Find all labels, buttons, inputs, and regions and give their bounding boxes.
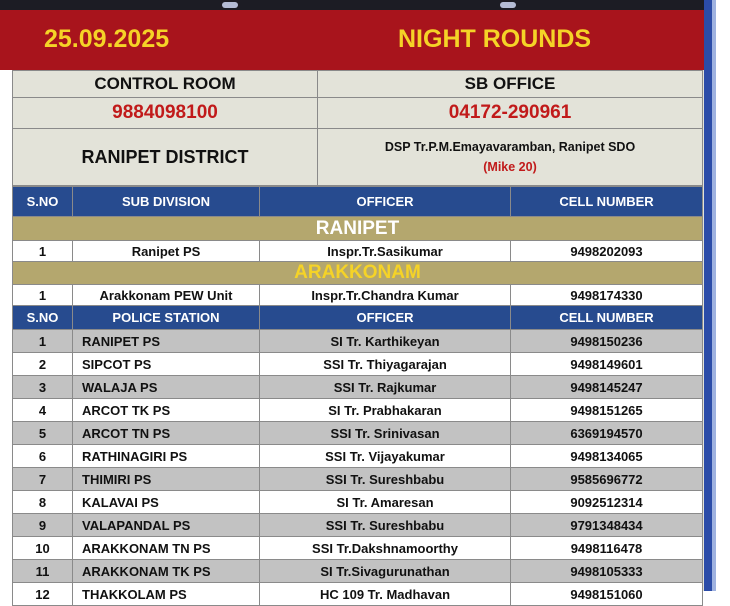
district-name: RANIPET DISTRICT <box>13 129 318 186</box>
row-officer: Inspr.Tr.Chandra Kumar <box>260 285 511 306</box>
row-officer: SSI Tr.Dakshnamoorthy <box>260 537 511 560</box>
right-border <box>704 0 712 591</box>
banner-title: NIGHT ROUNDS <box>398 25 592 53</box>
table-row <box>13 560 703 583</box>
dsp-cell <box>318 129 703 186</box>
row-officer: Inspr.Tr.Sasikumar <box>260 241 511 262</box>
row-cell: 6369194570 <box>511 422 703 445</box>
row-cell: 9585696772 <box>511 468 703 491</box>
table-row <box>13 330 703 353</box>
row-cell: 9498202093 <box>511 241 703 262</box>
duty-date: 25.09.2025 <box>44 25 170 53</box>
row-sno: 1 <box>13 285 73 306</box>
top-photo-strip <box>0 0 704 10</box>
row-cell: 9498116478 <box>511 537 703 560</box>
table-row <box>13 583 703 606</box>
row-officer: SSI Tr. Srinivasan <box>260 422 511 445</box>
row-station: RANIPET PS <box>73 330 260 353</box>
section-title: RANIPET <box>13 217 703 241</box>
col-sno: S.NO <box>13 306 73 330</box>
col-police-station: POLICE STATION <box>73 306 260 330</box>
table-row <box>13 537 703 560</box>
row-station: ARCOT TK PS <box>73 399 260 422</box>
row-station: THIMIRI PS <box>73 468 260 491</box>
col-officer: OFFICER <box>260 187 511 217</box>
row-officer: SSI Tr. Sureshbabu <box>260 468 511 491</box>
row-cell: 9498151265 <box>511 399 703 422</box>
section-title: ARAKKONAM <box>13 262 703 285</box>
header-row-stations <box>13 306 703 330</box>
col-cell-number: CELL NUMBER <box>511 187 703 217</box>
row-sno: 9 <box>13 514 73 537</box>
table-row <box>13 514 703 537</box>
row-sno: 1 <box>13 241 73 262</box>
header-row <box>13 187 703 217</box>
right-border-light <box>712 0 716 591</box>
duty-table <box>12 186 703 606</box>
col-sub-division: SUB DIVISION <box>73 187 260 217</box>
row-officer: SI Tr. Prabhakaran <box>260 399 511 422</box>
row-station: THAKKOLAM PS <box>73 583 260 606</box>
row-station: RATHINAGIRI PS <box>73 445 260 468</box>
col-cell-number: CELL NUMBER <box>511 306 703 330</box>
row-sno: 4 <box>13 399 73 422</box>
control-room-phone: 9884098100 <box>13 98 318 129</box>
row-sno: 11 <box>13 560 73 583</box>
row-officer: SI Tr. Amaresan <box>260 491 511 514</box>
row-cell: 9498134065 <box>511 445 703 468</box>
row-sno: 8 <box>13 491 73 514</box>
row-cell: 9498105333 <box>511 560 703 583</box>
row-officer: SI Tr.Sivagurunathan <box>260 560 511 583</box>
row-officer: HC 109 Tr. Madhavan <box>260 583 511 606</box>
col-sno: S.NO <box>13 187 73 217</box>
row-cell: 9498150236 <box>511 330 703 353</box>
row-station: ARAKKONAM TN PS <box>73 537 260 560</box>
row-station: VALAPANDAL PS <box>73 514 260 537</box>
row-sno: 2 <box>13 353 73 376</box>
row-station: KALAVAI PS <box>73 491 260 514</box>
row-station: WALAJA PS <box>73 376 260 399</box>
section-row-arakkonam <box>13 262 703 285</box>
row-sno: 12 <box>13 583 73 606</box>
row-cell: 9498149601 <box>511 353 703 376</box>
row-officer: SSI Tr. Vijayakumar <box>260 445 511 468</box>
headlight-icon <box>222 2 238 8</box>
row-sno: 7 <box>13 468 73 491</box>
table-row <box>13 491 703 514</box>
row-officer: SSI Tr. Thiyagarajan <box>260 353 511 376</box>
table-row <box>13 376 703 399</box>
section-row-ranipet <box>13 217 703 241</box>
table-row <box>13 285 703 306</box>
row-sno: 6 <box>13 445 73 468</box>
row-cell: 9498174330 <box>511 285 703 306</box>
row-station: ARCOT TN PS <box>73 422 260 445</box>
row-officer: SI Tr. Karthikeyan <box>260 330 511 353</box>
table-row <box>13 445 703 468</box>
table-row <box>13 422 703 445</box>
sb-office-phone: 04172-290961 <box>318 98 703 129</box>
row-officer: SSI Tr. Sureshbabu <box>260 514 511 537</box>
headlight-icon <box>500 2 516 8</box>
table-row <box>13 241 703 262</box>
title-banner <box>0 10 704 70</box>
row-unit: Ranipet PS <box>73 241 260 262</box>
dsp-call-sign: (Mike 20) <box>483 160 537 174</box>
row-cell: 9791348434 <box>511 514 703 537</box>
row-sno: 5 <box>13 422 73 445</box>
row-cell: 9498151060 <box>511 583 703 606</box>
station-rows <box>13 330 703 606</box>
table-row <box>13 468 703 491</box>
table-row <box>13 353 703 376</box>
row-sno: 1 <box>13 330 73 353</box>
row-cell: 9092512314 <box>511 491 703 514</box>
contact-info-table <box>12 70 703 186</box>
table-row <box>13 399 703 422</box>
sb-office-label: SB OFFICE <box>318 71 703 98</box>
row-station: ARAKKONAM TK PS <box>73 560 260 583</box>
dsp-line: DSP Tr.P.M.Emayavaramban, Ranipet SDO <box>384 140 636 154</box>
row-sno: 3 <box>13 376 73 399</box>
row-unit: Arakkonam PEW Unit <box>73 285 260 306</box>
col-officer: OFFICER <box>260 306 511 330</box>
row-cell: 9498145247 <box>511 376 703 399</box>
control-room-label: CONTROL ROOM <box>13 71 318 98</box>
row-sno: 10 <box>13 537 73 560</box>
row-officer: SSI Tr. Rajkumar <box>260 376 511 399</box>
row-station: SIPCOT PS <box>73 353 260 376</box>
